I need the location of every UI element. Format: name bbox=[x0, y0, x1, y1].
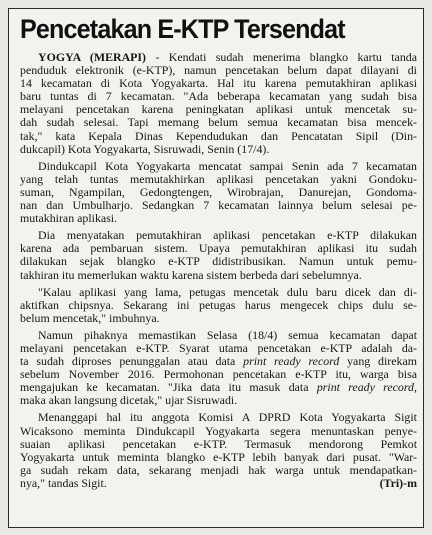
text-run: dilakukan sejak blangko e-KTP didistribusikan. Namun untuk pemu- bbox=[20, 254, 417, 269]
text-line bbox=[20, 477, 417, 490]
text-run: Namun pihaknya memastikan Selasa (18/4) semua kecamatan dapat bbox=[38, 327, 417, 342]
dateline: YOGYA (MERAPI) bbox=[38, 50, 147, 64]
text-run: mengajukan ke kecamatan. "Jika data itu masuk data bbox=[20, 380, 317, 395]
paragraph bbox=[20, 160, 417, 225]
headline: Pencetakan E-KTP Tersendat bbox=[20, 14, 345, 44]
text-run: maka akan langsung dicetak," ujar Sisruwadi. bbox=[20, 393, 238, 408]
text-run: sebelum November 2016. Permohonan pencetakan e-KTP itu, warga bisa bbox=[20, 367, 417, 382]
text-run: takhiran itu memerlukan waktu karena sistem berbeda dari sebelumnya. bbox=[20, 267, 362, 282]
text-run: 14 kecamatan di Kota Yogyakarta. Hal itu karena pemutakhiran aplikasi bbox=[20, 76, 417, 91]
text-run: belum mencetak," imbuhnya. bbox=[20, 310, 160, 325]
paragraph bbox=[20, 329, 417, 408]
text-run: Menanggapi hal itu anggota Komisi A DPRD Kota Yogyakarta Sigit bbox=[38, 410, 417, 425]
text-run: nan dan Umbulharjo. Sedangkan 7 kecamatan lainnya belum selesai pe- bbox=[20, 198, 417, 213]
emphasis-term: print ready record bbox=[316, 380, 415, 395]
text-run: melayani pencetakan e-KTP. Syarat utama pencetakan e-KTP adalah da- bbox=[20, 340, 417, 355]
text-run: Yogyakarta untuk meminta blangko e-KTP lebih banyak dari pusat. "War- bbox=[20, 449, 417, 464]
text-run: tak," kata Kepala Dinas Kependudukan dan Pencatatan Sipil (Din- bbox=[20, 128, 417, 143]
text-run: ta sudah diproses penunggalan atau data bbox=[20, 354, 244, 369]
text-run: melayani pencetakan karena peningkatan aplikasi untuk mencetak su- bbox=[20, 102, 417, 117]
text-run: Wicaksono meminta Dindukcapil Yogyakarta segera menuntaskan penye- bbox=[20, 423, 417, 438]
text-run: aktifkan chipsnya. Sekarang ini petugas harus mengecek chips dulu se- bbox=[20, 297, 417, 312]
text-run: baru tuntas di 7 kecamatan. "Ada beberapa kecamatan yang sudah bisa bbox=[20, 89, 417, 104]
text-run: suaian aplikasi pencetakan e-KTP. Termasuk mendorong Pemkot bbox=[20, 436, 417, 451]
text-line bbox=[20, 212, 417, 225]
text-run: - Kendati sudah menerima blangko kartu tanda bbox=[146, 50, 417, 64]
text-run: , bbox=[414, 380, 417, 395]
article-body bbox=[20, 51, 417, 494]
text-run: Dia menyatakan pemutakhiran aplikasi pencetakan e-KTP dilakukan bbox=[38, 228, 417, 243]
byline: (Tri)-m bbox=[379, 475, 417, 490]
text-line bbox=[20, 143, 417, 156]
paragraph bbox=[20, 51, 417, 156]
text-run: yang direkam bbox=[339, 354, 417, 369]
text-run: karena ada pembaruan sistem. Upaya pemutakhiran aplikasi itu sudah bbox=[20, 241, 417, 256]
text-run: mutakhiran aplikasi. bbox=[20, 211, 118, 226]
text-line bbox=[20, 394, 417, 407]
paragraph bbox=[20, 286, 417, 325]
text-run: yang telah tuntas memutakhirkan aplikasi pencetakan yakni Gondoku- bbox=[20, 171, 417, 186]
text-run: ga sudah rekam data, sekarang menjadi hak warga untuk mendapatkan- bbox=[20, 462, 417, 477]
text-run: dukcapil) Kota Yogyakarta, Sisruwadi, Senin (17/4). bbox=[20, 141, 270, 156]
text-run: "Kalau aplikasi yang lama, petugas mencetak dulu baru dicek dan di- bbox=[38, 284, 417, 299]
text-run: Dindukcapil Kota Yogyakarta mencatat sampai Senin ada 7 kecamatan bbox=[38, 158, 417, 173]
text-run: dah sudah selesai. Tapi memang belum semua kecamatan bisa mencek- bbox=[20, 115, 417, 130]
paragraph bbox=[20, 229, 417, 281]
text-run: penduduk elektronik (e-KTP), namun pencetakan belum dapat dilayani di bbox=[20, 63, 417, 78]
emphasis-term: print ready record bbox=[243, 354, 340, 369]
paragraph bbox=[20, 411, 417, 490]
text-run: nya," tandas Sigit. bbox=[20, 475, 107, 490]
text-run: suman, Ngampilan, Gedongtengen, Wirobrajan, Danurejan, Gondoma- bbox=[20, 184, 417, 199]
text-line bbox=[20, 269, 417, 282]
text-line bbox=[20, 312, 417, 325]
